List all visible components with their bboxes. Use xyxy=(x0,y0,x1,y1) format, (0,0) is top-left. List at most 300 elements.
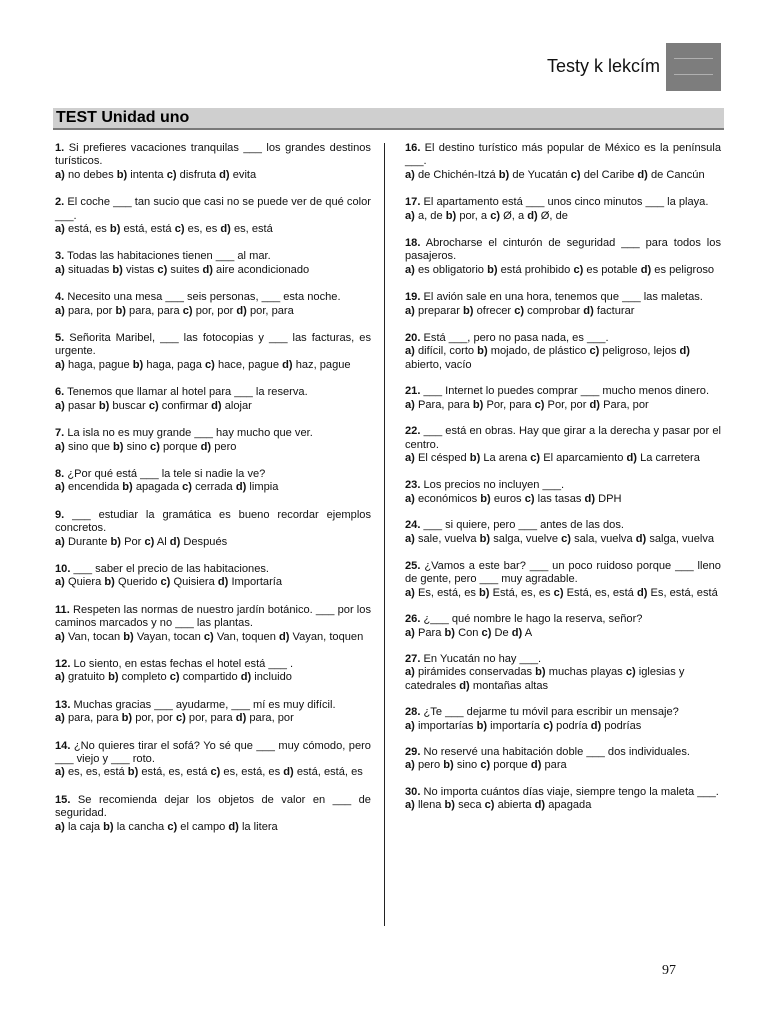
option-text: Con xyxy=(458,626,479,639)
answer-options xyxy=(405,759,721,772)
option-letter: b) xyxy=(444,799,455,812)
question-text: ___ Internet lo puedes comprar ___ mucho menos dinero. xyxy=(423,385,710,398)
option-letter: c) xyxy=(175,712,186,725)
option-text: completo xyxy=(121,671,167,684)
option-letter: b) xyxy=(122,481,133,494)
option-letter: b) xyxy=(479,532,491,545)
question-number: 8. xyxy=(55,467,65,480)
option-letter: d) xyxy=(636,586,648,599)
question-text: Muchas gracias ___ ayudarme, ___ mí es muy difícil. xyxy=(73,698,336,711)
answer-options xyxy=(55,576,371,589)
option-text: el campo xyxy=(180,820,226,833)
answer-options xyxy=(405,264,721,277)
question-text: Tenemos que llamar al hotel para ___ la reserva. xyxy=(67,386,308,399)
option-letter: a) xyxy=(55,712,65,725)
question-number: 19. xyxy=(405,291,421,304)
option-letter: b) xyxy=(480,492,491,505)
question-number: 24. xyxy=(405,519,421,532)
option-letter: d) xyxy=(217,576,229,589)
option-letter: a) xyxy=(405,666,415,679)
option-text: Van, tocan xyxy=(67,630,121,643)
option-text: sale, vuelva xyxy=(417,532,477,545)
answer-options xyxy=(55,169,371,182)
answer-options xyxy=(55,441,371,454)
option-letter: d) xyxy=(640,263,652,276)
option-letter: d) xyxy=(219,168,230,181)
option-letter: c) xyxy=(573,263,584,276)
question-text: ¿No quieres tirar el sofá? Yo sé que ___ muy cómodo, pero ___ viejo y ___ roto. xyxy=(55,739,371,765)
question-number: 21. xyxy=(405,385,421,398)
option-letter: a) xyxy=(55,481,65,494)
option-text: Es, está, está xyxy=(650,586,718,599)
question-item xyxy=(405,706,721,733)
option-text: muchas playas xyxy=(548,666,623,679)
option-text: de Cancún xyxy=(650,168,705,181)
option-letter: a) xyxy=(55,576,65,589)
question-item xyxy=(405,653,721,693)
option-text: De xyxy=(494,626,509,639)
option-letter: b) xyxy=(123,630,134,643)
option-text: abierta xyxy=(497,799,532,812)
answer-options xyxy=(405,399,721,412)
option-letter: b) xyxy=(498,168,510,181)
left-question-column xyxy=(55,142,371,834)
option-text: porque xyxy=(493,759,528,772)
option-letter: a) xyxy=(405,626,415,639)
answer-options xyxy=(55,481,371,494)
option-text: Por, por xyxy=(547,398,587,411)
option-text: Vayan, toquen xyxy=(292,630,364,643)
question-item xyxy=(405,142,721,182)
option-letter: b) xyxy=(445,209,457,222)
option-text: Ø, a xyxy=(503,209,525,222)
option-text: podría xyxy=(556,719,588,732)
option-letter: d) xyxy=(679,345,690,358)
option-text: comprobar xyxy=(527,304,581,317)
option-letter: b) xyxy=(469,451,481,464)
option-letter: b) xyxy=(115,304,126,317)
question-text: La isla no es muy grande ___ hay mucho que ver. xyxy=(67,427,313,440)
option-letter: a) xyxy=(405,168,415,181)
question-number: 15. xyxy=(55,793,71,806)
option-letter: d) xyxy=(240,671,252,684)
option-text: intenta xyxy=(130,168,164,181)
question-text: El avión sale en una hora, tenemos que ___ las maletas. xyxy=(423,291,703,304)
question-number: 17. xyxy=(405,196,421,209)
option-text: ofrecer xyxy=(476,304,512,317)
option-letter: d) xyxy=(583,304,594,317)
option-text: la caja xyxy=(67,820,101,833)
answer-options xyxy=(55,223,371,236)
question-text: Está ___, pero no pasa nada, es ___. xyxy=(423,332,609,345)
question-item xyxy=(55,196,371,236)
option-text: económicos xyxy=(417,492,478,505)
option-letter: a) xyxy=(405,799,415,812)
option-letter: d) xyxy=(282,358,293,371)
question-number: 4. xyxy=(55,291,65,304)
question-text: El destino turístico más popular de México es la península ___. xyxy=(405,142,721,168)
question-item xyxy=(55,604,371,644)
option-letter: d) xyxy=(626,451,637,464)
question-item xyxy=(55,658,371,685)
question-number: 22. xyxy=(405,425,421,438)
answer-options xyxy=(55,400,371,413)
option-letter: a) xyxy=(55,671,65,684)
question-number: 20. xyxy=(405,332,421,345)
section-bar xyxy=(53,108,724,130)
option-text: alojar xyxy=(224,399,252,412)
question-text: Necesito una mesa ___ seis personas, ___ esta noche. xyxy=(67,291,341,304)
question-number: 12. xyxy=(55,657,71,670)
option-letter: a) xyxy=(405,719,415,732)
question-number: 7. xyxy=(55,427,65,440)
question-text: Si prefieres vacaciones tranquilas ___ los grandes destinos turísticos. xyxy=(55,142,371,168)
option-text: para, para xyxy=(67,712,119,725)
option-letter: a) xyxy=(55,820,65,833)
option-text: seca xyxy=(458,799,482,812)
option-text: por, a xyxy=(459,209,488,222)
option-letter: d) xyxy=(511,626,523,639)
answer-options xyxy=(405,666,721,693)
header-title: Testy k lekcím xyxy=(546,56,660,76)
option-text: Está, es, está xyxy=(566,586,634,599)
option-letter: c) xyxy=(210,766,221,779)
option-text: La arena xyxy=(483,451,528,464)
question-number: 16. xyxy=(405,142,421,154)
option-text: El césped xyxy=(417,451,467,464)
option-letter: b) xyxy=(472,398,484,411)
option-text: gratuito xyxy=(67,671,105,684)
question-item xyxy=(55,142,371,182)
question-item xyxy=(405,519,721,546)
option-text: por, para xyxy=(188,712,233,725)
option-text: Para, para xyxy=(417,398,470,411)
option-letter: c) xyxy=(150,440,160,453)
option-text: aire acondicionado xyxy=(216,263,310,276)
option-text: pero xyxy=(214,440,237,453)
option-letter: d) xyxy=(236,304,247,317)
option-letter: d) xyxy=(220,223,231,236)
question-number: 9. xyxy=(55,508,65,521)
option-letter: b) xyxy=(110,535,122,548)
answer-options xyxy=(405,720,721,733)
option-letter: a) xyxy=(405,759,415,772)
answer-options xyxy=(55,766,371,779)
option-text: es obligatorio xyxy=(417,263,484,276)
option-letter: d) xyxy=(283,766,294,779)
option-text: Por, para xyxy=(486,398,532,411)
option-letter: b) xyxy=(132,358,144,371)
question-item xyxy=(55,468,371,495)
option-text: apagada xyxy=(548,799,592,812)
option-letter: a) xyxy=(55,766,65,779)
option-letter: c) xyxy=(480,759,491,772)
option-text: las tasas xyxy=(537,492,582,505)
option-text: Quisiera xyxy=(173,576,215,589)
question-text: ___ está en obras. Hay que girar a la derecha y pasar por el centro. xyxy=(405,425,721,451)
option-letter: b) xyxy=(112,263,123,276)
option-text: Está, es, es xyxy=(492,586,551,599)
answer-options xyxy=(405,587,721,600)
option-letter: a) xyxy=(405,586,415,599)
question-number: 3. xyxy=(55,250,65,263)
answer-options xyxy=(405,305,721,318)
option-text: incluido xyxy=(254,671,292,684)
option-text: montañas altas xyxy=(472,679,549,692)
question-item xyxy=(55,332,371,372)
question-number: 28. xyxy=(405,706,421,719)
question-text: El coche ___ tan sucio que casi no se puede ver de qué color ___. xyxy=(55,196,371,222)
right-question-column xyxy=(405,142,721,813)
question-number: 30. xyxy=(405,785,421,798)
question-item xyxy=(405,332,721,372)
question-text: ¿___ qué nombre le hago la reserva, señor? xyxy=(423,613,643,626)
answer-options xyxy=(405,627,721,640)
question-text: ___ estudiar la gramática es bueno recordar ejemplos concretos. xyxy=(55,508,371,535)
option-letter: d) xyxy=(228,820,239,833)
question-text: Abrocharse el cinturón de seguridad ___ para todos los pasajeros. xyxy=(405,237,721,263)
question-item xyxy=(405,385,721,412)
option-letter: d) xyxy=(211,399,222,412)
option-text: por, por xyxy=(135,712,173,725)
option-letter: b) xyxy=(535,666,546,679)
answer-options xyxy=(405,169,721,182)
option-text: por, para xyxy=(249,304,294,317)
answer-options xyxy=(55,305,371,318)
header-decoration-box xyxy=(666,43,721,91)
option-text: está, está, es xyxy=(296,766,363,779)
question-number: 10. xyxy=(55,562,71,575)
question-item xyxy=(55,740,371,780)
option-text: podrías xyxy=(604,719,642,732)
header-box-line xyxy=(674,58,713,59)
option-letter: c) xyxy=(167,820,178,833)
option-text: la cancha xyxy=(116,820,165,833)
option-letter: c) xyxy=(514,304,525,317)
option-text: compartido xyxy=(182,671,238,684)
question-number: 13. xyxy=(55,698,71,711)
header-box-line xyxy=(674,74,713,75)
option-text: euros xyxy=(493,492,522,505)
question-item xyxy=(405,786,721,813)
option-letter: b) xyxy=(116,168,128,181)
option-letter: c) xyxy=(157,263,168,276)
option-text: es, es xyxy=(187,223,218,236)
option-letter: d) xyxy=(235,712,247,725)
option-letter: a) xyxy=(405,532,415,545)
option-text: mojado, de plástico xyxy=(490,345,587,358)
option-letter: a) xyxy=(55,223,65,236)
option-text: para, por xyxy=(249,712,294,725)
option-letter: c) xyxy=(561,532,571,545)
option-letter: d) xyxy=(235,481,247,494)
option-letter: c) xyxy=(204,358,215,371)
question-number: 27. xyxy=(405,652,421,665)
option-text: sino que xyxy=(67,440,110,453)
option-letter: a) xyxy=(55,304,65,317)
option-letter: c) xyxy=(589,345,600,358)
option-text: iglesias y catedrales xyxy=(405,666,685,692)
column-divider xyxy=(384,143,385,926)
option-text: Importaría xyxy=(231,576,283,589)
answer-options xyxy=(55,359,371,372)
option-text: llena xyxy=(417,799,442,812)
option-letter: c) xyxy=(543,719,554,732)
option-letter: b) xyxy=(121,712,133,725)
option-text: la litera xyxy=(241,820,278,833)
question-item xyxy=(55,427,371,454)
option-text: del Caribe xyxy=(583,168,635,181)
option-letter: d) xyxy=(590,719,602,732)
option-text: salga, vuelva xyxy=(649,532,715,545)
question-item xyxy=(55,291,371,318)
option-text: Para, por xyxy=(603,398,649,411)
option-letter: a) xyxy=(405,209,415,222)
option-text: a, de xyxy=(417,209,443,222)
option-text: sala, vuelva xyxy=(574,532,633,545)
option-text: Es, está, es xyxy=(417,586,476,599)
option-text: confirmar xyxy=(161,399,209,412)
question-number: 29. xyxy=(405,746,421,758)
answer-options xyxy=(405,210,721,223)
option-letter: b) xyxy=(109,223,121,236)
option-letter: a) xyxy=(55,399,65,412)
question-item xyxy=(405,613,721,640)
option-letter: b) xyxy=(108,671,119,684)
option-letter: b) xyxy=(98,399,110,412)
answer-options xyxy=(55,264,371,277)
option-text: importarías xyxy=(417,719,474,732)
option-text: salga, vuelve xyxy=(493,532,558,545)
option-letter: d) xyxy=(278,630,290,643)
option-text: está, es xyxy=(67,223,107,236)
option-text: pasar xyxy=(67,399,96,412)
option-text: es peligroso xyxy=(654,263,715,276)
answer-options xyxy=(55,671,371,684)
option-letter: c) xyxy=(534,398,545,411)
option-letter: b) xyxy=(477,345,488,358)
option-text: haga, pague xyxy=(67,358,130,371)
option-letter: c) xyxy=(160,576,171,589)
question-item xyxy=(55,699,371,726)
question-item xyxy=(405,746,721,773)
option-letter: c) xyxy=(524,492,535,505)
option-text: es, está xyxy=(233,223,273,236)
question-item xyxy=(55,386,371,413)
option-letter: a) xyxy=(405,345,415,358)
question-number: 26. xyxy=(405,613,421,626)
option-letter: b) xyxy=(487,263,498,276)
option-letter: c) xyxy=(203,630,214,643)
question-item xyxy=(405,560,721,600)
question-number: 18. xyxy=(405,237,421,250)
section-title: TEST Unidad uno xyxy=(56,109,190,126)
option-text: para xyxy=(544,759,567,772)
answer-options xyxy=(55,712,371,725)
option-letter: d) xyxy=(530,759,542,772)
option-text: de Chichén-Itzá xyxy=(417,168,496,181)
option-text: evita xyxy=(232,168,257,181)
answer-options xyxy=(55,821,371,834)
option-letter: c) xyxy=(570,168,581,181)
option-text: La carretera xyxy=(640,451,700,464)
option-text: limpia xyxy=(249,481,279,494)
question-text: No reservé una habitación doble ___ dos individuales. xyxy=(423,746,690,758)
option-text: disfruta xyxy=(179,168,217,181)
option-text: difícil, corto xyxy=(417,345,475,358)
option-letter: a) xyxy=(55,630,65,643)
answer-options xyxy=(405,533,721,546)
option-text: Por xyxy=(124,535,142,548)
option-text: pirámides conservadas xyxy=(417,666,533,679)
option-text: es, es, está xyxy=(67,766,125,779)
option-letter: b) xyxy=(104,576,115,589)
option-text: buscar xyxy=(112,399,146,412)
option-text: para, para xyxy=(129,304,180,317)
question-text: Todas las habitaciones tienen ___ al mar. xyxy=(67,250,271,263)
question-item xyxy=(405,196,721,223)
question-text: ¿Por qué está ___ la tele si nadie la ve? xyxy=(67,467,266,480)
option-text: apagada xyxy=(135,481,180,494)
option-text: peligroso, lejos xyxy=(602,345,677,358)
answer-options xyxy=(405,452,721,465)
question-item xyxy=(405,425,721,465)
question-number: 1. xyxy=(55,142,65,154)
answer-options xyxy=(405,799,721,812)
option-text: facturar xyxy=(596,304,635,317)
option-letter: d) xyxy=(637,168,648,181)
question-item xyxy=(55,794,371,834)
question-item xyxy=(405,237,721,277)
option-letter: a) xyxy=(55,263,65,276)
option-letter: c) xyxy=(169,671,180,684)
option-letter: c) xyxy=(481,626,492,639)
question-text: Lo siento, en estas fechas el hotel está ___ . xyxy=(73,657,294,670)
question-number: 11. xyxy=(55,603,70,616)
option-letter: d) xyxy=(589,398,600,411)
option-text: es potable xyxy=(586,263,638,276)
option-letter: a) xyxy=(55,168,65,181)
option-letter: d) xyxy=(169,535,181,548)
question-text: No importa cuántos días viaje, siempre tengo la maleta ___. xyxy=(423,785,719,798)
question-text: ___ saber el precio de las habitaciones. xyxy=(73,562,270,575)
option-text: cerrada xyxy=(195,481,233,494)
option-letter: a) xyxy=(405,263,415,276)
question-number: 2. xyxy=(55,196,65,209)
option-text: sino xyxy=(126,440,147,453)
option-text: Para xyxy=(417,626,442,639)
question-number: 23. xyxy=(405,479,421,492)
question-text: Respeten las normas de nuestro jardín botánico. ___ por los caminos marcados y no ___ las plantas. xyxy=(55,603,371,630)
answer-options xyxy=(55,631,371,644)
question-text: ¿Te ___ dejarme tu móvil para escribir un mensaje? xyxy=(423,706,679,719)
option-text: A xyxy=(524,626,533,639)
option-text: DPH xyxy=(598,492,622,505)
option-letter: a) xyxy=(405,492,415,505)
question-item xyxy=(405,291,721,318)
option-text: por, por xyxy=(195,304,234,317)
option-letter: c) xyxy=(166,168,177,181)
option-text: preparar xyxy=(417,304,460,317)
option-text: Ø, de xyxy=(540,209,568,222)
option-text: está prohibido xyxy=(500,263,571,276)
question-text: ___ si quiere, pero ___ antes de las dos. xyxy=(423,519,624,532)
option-letter: d) xyxy=(527,209,538,222)
option-letter: a) xyxy=(405,304,415,317)
option-text: abierto, vacío xyxy=(405,358,472,371)
question-text: El apartamento está ___ unos cinco minutos ___ la playa. xyxy=(423,196,709,209)
question-text: Se recomienda dejar los objetos de valor en ___ de seguridad. xyxy=(55,793,371,820)
